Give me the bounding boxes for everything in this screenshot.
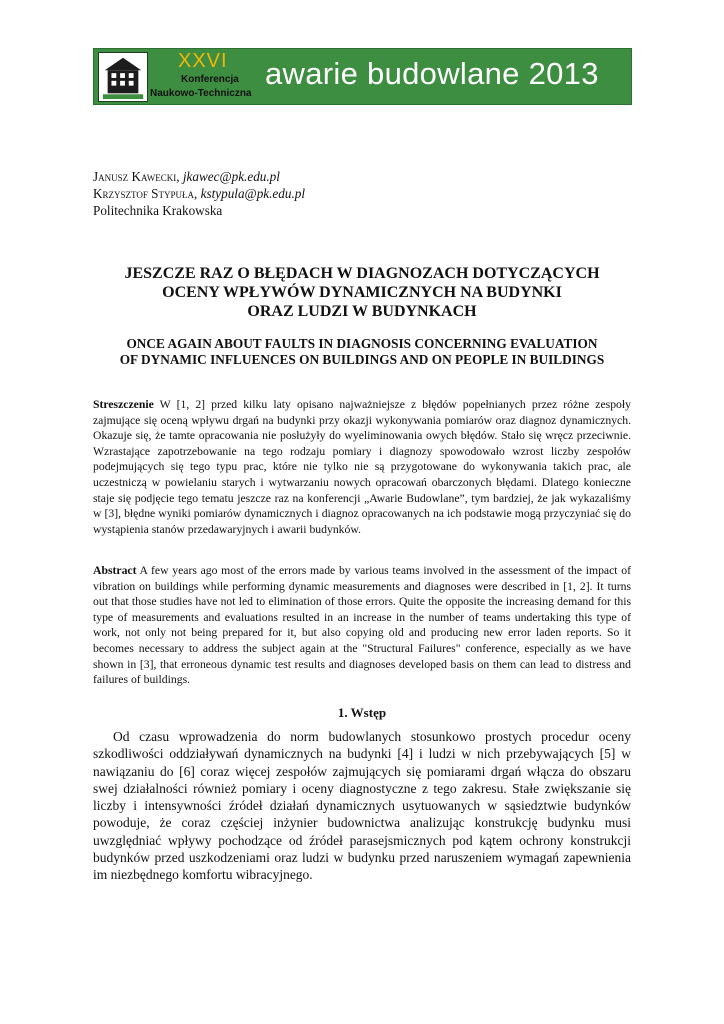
author-email[interactable]: kstypula@pk.edu.pl: [200, 186, 306, 201]
author-block: [93, 168, 305, 219]
affiliation: Politechnika Krakowska: [93, 203, 223, 218]
paper-title-en: ONCE AGAIN ABOUT FAULTS IN DIAGNOSIS CONCERNING EVALUATION OF DYNAMIC INFLUENCES ON BUILDINGS AND ON PEOPLE IN BUILDINGS: [119, 336, 605, 367]
author-line: Janusz Kawecki, jkawec@pk.edu.pl: [93, 169, 280, 184]
abstract-en: [93, 563, 631, 688]
author-email[interactable]: jkawec@pk.edu.pl: [182, 169, 280, 184]
conference-label: Konferencja: [181, 74, 239, 85]
abstract-text: W [1, 2] przed kilku laty opisano najważniejsze z błędów popełnianych przez różne zespoły zajmujące się oceną wpływu drgań na budynki przy okazji wykonywania pomiarów oraz diagnoz dynamicznych. Okazuje się, że tamte opracowania nie posłużyły do wyeliminowania owych błędów. Stało się wręcz przeciwnie. Wzrastające zapotrzebowanie na tego rodzaju pomiary i diagnozy spowodowało wzrost liczby zespołów podejmujących się tego typu prac, które nie tylko nie są przygotowane do wykonywania takich prac, ale uczestniczą w powielaniu starych i wytwarzaniu nowych opracowań obarczonych błędami. Dlatego konieczne staje się podjęcie tego tematu jeszcze raz na konferencji „Awarie Budowlane”, tym bardziej, że jak wykazaliśmy w [3], błędne wyniki pomiarów dynamicznych i diagnoz opracowanych na ich podstawie mogą przyczyniać się do wystąpienia stanów przedawaryjnych i awarii budynków.: [93, 398, 631, 536]
conference-title: awarie budowlane 2013: [265, 56, 599, 91]
building-logo-icon: [98, 52, 148, 102]
abstract-pl: [93, 397, 631, 537]
abstract-text: A few years ago most of the errors made by various teams involved in the assessment of the impact of vibration on buildings while performing dynamic measurements and diagnoses were described in [1, 2]. It turns out that those studies have not led to elimination of those errors. Quite the opposite the increasing demand for this type of measurements and evaluations resulted in an increase in the number of teams undertaking this type of work, not only not being prepared for it, but also copying old and producing new error laden reports. So it becomes necessary to address the subject again at the "Structural Failures" conference, especially as we have shown in [3], that erroneous dynamic test results and diagnoses developed basis on them can lead to distress and failures of buildings.: [93, 564, 631, 687]
section-body: Od czasu wprowadzenia do norm budowlanych stosunkowo prostych procedur oceny szkodliwości oddziaływań dynamicznych na budynki [4] i ludzi w nich przebywających [5] w nawiązaniu do [6] coraz więcej zespołów zajmujących się pomiarami drgań włącza do obszaru swej działalności również pomiary i oceny diagnostyczne z tego zakresu. Stałe zwiększanie się liczby i intensywności źródeł działań dynamicznych usytuowanych w sąsiedztwie budynków powoduje, że coraz częściej inżynier budownictwa analizując konstrukcję budynku musi uwzględniać wpływy pochodzące od źródeł parasejsmicznych pod kątem ochrony konstrukcji budynków przed uszkodzeniami oraz ludzi w budynku przed naruszeniem wymagań zapewnienia im niezbędnego komfortu wibracyjnego.: [93, 729, 631, 883]
conference-type: Naukowo-Techniczna: [150, 88, 252, 99]
abstract-label: Abstract: [93, 564, 137, 577]
conference-edition: XXVI: [178, 50, 228, 72]
abstract-label: Streszczenie: [93, 398, 154, 411]
section-heading: 1. Wstęp: [337, 705, 387, 720]
author-line: Krzysztof Stypuła, kstypula@pk.edu.pl: [93, 186, 306, 201]
paper-title-pl: JESZCZE RAZ O BŁĘDACH W DIAGNOZACH DOTYCZĄCYCH OCENY WPŁYWÓW DYNAMICZNYCH NA BUDYNKI ORAZ LUDZI W BUDYNKACH: [124, 265, 600, 320]
conference-banner: [93, 48, 632, 105]
